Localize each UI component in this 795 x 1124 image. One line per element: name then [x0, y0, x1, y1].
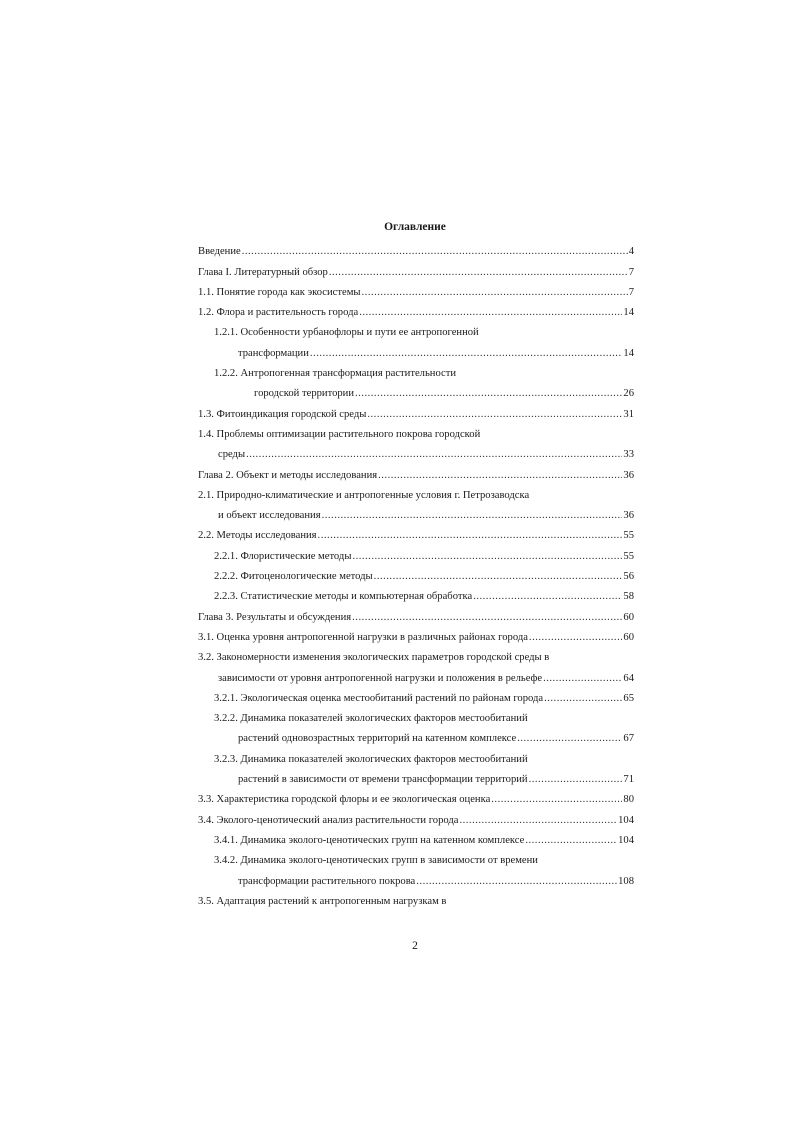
- toc-dot-leader: [374, 570, 623, 583]
- toc-entry-text: 2.2. Методы исследования: [198, 530, 317, 542]
- toc-entry: [198, 339, 634, 359]
- toc-dot-leader: [352, 611, 622, 624]
- toc-dot-leader: [362, 286, 628, 299]
- toc-entry-page: 31: [623, 408, 634, 420]
- toc-title: Оглавление: [384, 221, 446, 233]
- toc-entry-text: растений в зависимости от времени трансформации территорий: [238, 774, 528, 786]
- toc-entry: [198, 522, 634, 542]
- toc-entry-page: 36: [623, 469, 634, 481]
- toc-entry-text: 1.2.1. Особенности урбанофлоры и пути ее антропогенной: [214, 327, 479, 339]
- toc-entry-page: 7: [628, 266, 634, 278]
- toc-entry: [198, 888, 634, 908]
- toc-entry-page: 26: [623, 388, 634, 400]
- toc-entry-page: 104: [618, 834, 634, 846]
- toc-dot-leader: [367, 408, 622, 421]
- toc-entry: [198, 603, 634, 623]
- toc-entry-text: и объект исследования: [218, 510, 321, 522]
- toc-entry: [198, 360, 634, 380]
- toc-dot-leader: [355, 387, 622, 400]
- toc-entry-text: 3.1. Оценка уровня антропогенной нагрузки в различных районах города: [198, 631, 528, 643]
- toc-entry: [198, 299, 634, 319]
- toc-entry-text: трансформации: [238, 347, 309, 359]
- toc-dot-leader: [310, 347, 623, 360]
- toc-entry-text: Глава I. Литературный обзор: [198, 266, 328, 278]
- toc-entry-page: 33: [623, 449, 634, 461]
- toc-dot-leader: [459, 814, 617, 827]
- toc-entry-page: 60: [623, 611, 634, 623]
- toc-entry-text: 3.4.2. Динамика эколого-ценотических групп в зависимости от времени: [214, 855, 538, 867]
- toc-entry-page: 55: [623, 530, 634, 542]
- toc-entry-text: 1.1. Понятие города как экосистемы: [198, 286, 361, 298]
- toc-entry: [198, 279, 634, 299]
- toc-entry: [198, 400, 634, 420]
- toc-entry-text: Глава 2. Объект и методы исследования: [198, 469, 378, 481]
- toc-dot-leader: [322, 509, 623, 522]
- toc-entry-page: 64: [623, 672, 634, 684]
- toc-entry: [198, 461, 634, 481]
- toc-entry-text: Глава 3. Результаты и обсуждения: [198, 611, 352, 623]
- toc-entry-text: 1.2.2. Антропогенная трансформация растительности: [214, 368, 457, 380]
- toc-entry: [198, 624, 634, 644]
- toc-entry: [198, 705, 634, 725]
- toc-entry-page: 65: [623, 692, 634, 704]
- toc-dot-leader: [473, 590, 622, 603]
- toc-dot-leader: [543, 672, 622, 685]
- toc-entry-page: 67: [623, 733, 634, 745]
- toc-entry-text: 2.2.1. Флористические методы: [214, 550, 352, 562]
- toc-entry-text: 3.2.3. Динамика показателей экологических факторов местообитаний: [214, 753, 528, 765]
- toc-entry-page: 14: [623, 347, 634, 359]
- toc-entry-page: 56: [623, 571, 634, 583]
- toc-entry-page: 58: [623, 591, 634, 603]
- toc-entry: [198, 441, 634, 461]
- toc-entry-text: 2.2.3. Статистические методы и компьютерная обработка: [214, 591, 473, 603]
- toc-dot-leader: [352, 550, 622, 563]
- toc-dot-leader: [242, 245, 628, 258]
- toc-entry: [198, 766, 634, 786]
- toc-dot-leader: [544, 692, 622, 705]
- toc-entry-page: 80: [623, 794, 634, 806]
- toc-entry: [198, 258, 634, 278]
- toc-entry-page: 71: [623, 774, 634, 786]
- toc-entry-page: 60: [623, 631, 634, 643]
- toc-entry: [198, 725, 634, 745]
- toc-dot-leader: [529, 773, 623, 786]
- toc-entry-text: 3.2. Закономерности изменения экологических параметров городской среды в: [198, 652, 550, 664]
- page-number: 2: [412, 940, 418, 952]
- toc-dot-leader: [329, 266, 628, 279]
- toc-entry: [198, 827, 634, 847]
- toc-entry: [198, 238, 634, 258]
- toc-entry: [198, 644, 634, 664]
- toc-dot-leader: [378, 469, 622, 482]
- toc-dot-leader: [517, 732, 622, 745]
- table-of-contents: [198, 238, 634, 908]
- toc-entry: [198, 685, 634, 705]
- toc-dot-leader: [525, 834, 617, 847]
- toc-entry-text: городской территории: [254, 388, 354, 400]
- toc-entry: [198, 542, 634, 562]
- toc-entry-text: 3.4.1. Динамика эколого-ценотических групп на катенном комплексе: [214, 834, 525, 846]
- toc-entry: [198, 583, 634, 603]
- toc-entry: [198, 664, 634, 684]
- toc-entry: [198, 847, 634, 867]
- toc-entry: [198, 502, 634, 522]
- toc-entry: [198, 380, 634, 400]
- toc-entry-page: 4: [628, 246, 634, 258]
- toc-entry: [198, 319, 634, 339]
- toc-entry-page: 108: [618, 875, 634, 887]
- toc-entry-text: 3.4. Эколого-ценотический анализ растительности города: [198, 814, 459, 826]
- toc-entry-text: 1.2. Флора и растительность города: [198, 307, 359, 319]
- toc-entry-text: растений одновозрастных территорий на катенном комплексе: [238, 733, 517, 745]
- toc-entry-text: среды: [218, 449, 246, 461]
- toc-entry: [198, 563, 634, 583]
- toc-entry: [198, 867, 634, 887]
- toc-entry-page: 14: [623, 307, 634, 319]
- toc-entry-page: 36: [623, 510, 634, 522]
- toc-entry: [198, 806, 634, 826]
- toc-entry-text: Введение: [198, 246, 241, 258]
- toc-entry: [198, 421, 634, 441]
- toc-dot-leader: [246, 448, 622, 461]
- toc-entry-text: 3.5. Адаптация растений к антропогенным нагрузкам в: [198, 895, 447, 907]
- toc-entry-text: 3.2.1. Экологическая оценка местообитаний растений по районам города: [214, 692, 544, 704]
- toc-entry-text: зависимости от уровня антропогенной нагрузки и положения в рельефе: [218, 672, 543, 684]
- toc-entry-text: 1.4. Проблемы оптимизации растительного покрова городской: [198, 428, 481, 440]
- toc-entry: [198, 482, 634, 502]
- toc-dot-leader: [491, 793, 622, 806]
- toc-entry-text: 2.2.2. Фитоценологические методы: [214, 571, 373, 583]
- toc-dot-leader: [359, 306, 622, 319]
- toc-entry-text: трансформации растительного покрова: [238, 875, 416, 887]
- toc-entry: [198, 786, 634, 806]
- toc-dot-leader: [318, 529, 623, 542]
- toc-entry: [198, 745, 634, 765]
- toc-entry-page: 104: [618, 814, 634, 826]
- toc-entry-page: 55: [623, 550, 634, 562]
- toc-entry-text: 2.1. Природно-климатические и антропогенные условия г. Петрозаводска: [198, 489, 530, 501]
- toc-entry-text: 3.3. Характеристика городской флоры и ее экологическая оценка: [198, 794, 491, 806]
- toc-entry-page: 7: [628, 286, 634, 298]
- toc-entry-text: 3.2.2. Динамика показателей экологических факторов местообитаний: [214, 713, 528, 725]
- toc-dot-leader: [529, 631, 622, 644]
- toc-entry-text: 1.3. Фитоиндикация городской среды: [198, 408, 367, 420]
- toc-dot-leader: [416, 875, 617, 888]
